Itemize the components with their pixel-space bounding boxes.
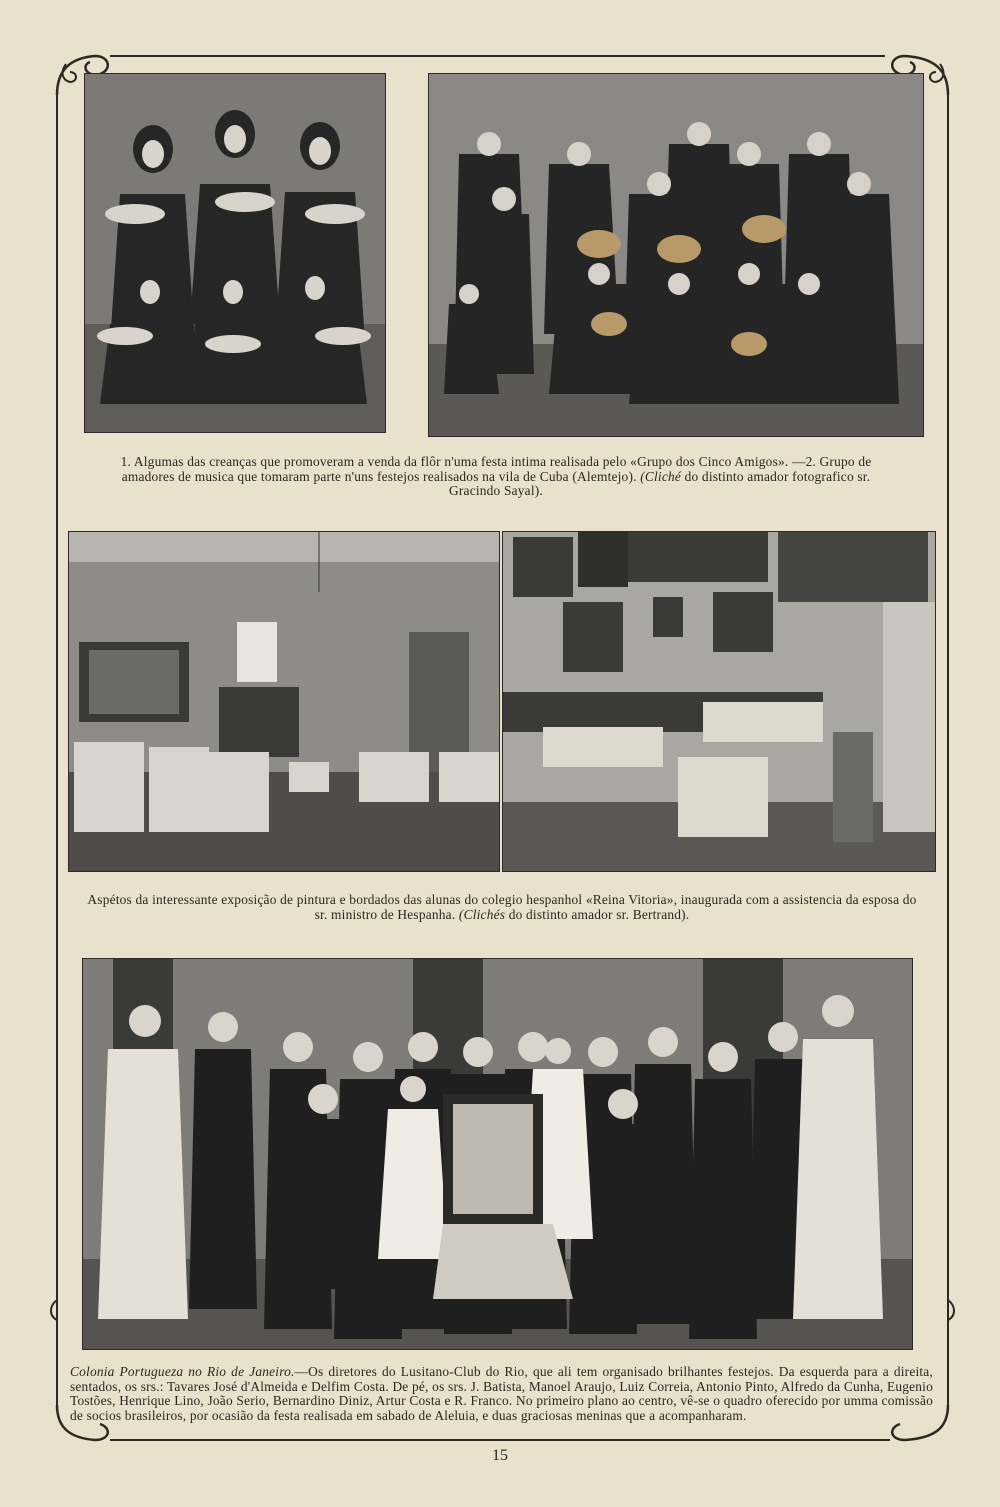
- caption-middle-credit: do distinto amador sr. Bertrand).: [505, 906, 690, 922]
- photo-club-directors-image: [83, 959, 912, 1349]
- caption-top-credit: do distinto amador fotografico sr. Gracindo Sayal).: [449, 468, 871, 499]
- photo-musicians-image: [429, 74, 923, 436]
- page-number: 15: [492, 1447, 508, 1464]
- photo-exhibition-right-image: [503, 532, 935, 871]
- photo-exhibition-left: [68, 531, 500, 872]
- photo-exhibition-right: [502, 531, 936, 872]
- photo-club-directors: [82, 958, 913, 1350]
- photo-children: [84, 73, 386, 433]
- photo-musicians: [428, 73, 924, 437]
- caption-bottom: [70, 1365, 933, 1423]
- caption-top: [96, 455, 896, 499]
- caption-middle: [82, 893, 922, 922]
- photo-exhibition-left-image: [69, 532, 499, 871]
- caption-top-italic: (Cliché: [640, 468, 682, 484]
- caption-top-text: 1. Algumas das creanças que promoveram a venda da flôr n'uma festa intima realisada pelo «Grupo dos Cinco Amigos». —2. Grupo de amadores de musica que tomaram parte n'uns festejos realisados na vila de Cuba (Alemtejo).: [120, 454, 872, 484]
- caption-bottom-text: —Os diretores do Lusitano-Club do Rio, que ali tem organisado brilhantes festejos. Da esquerda para a direita, sentados, os srs.: Tavares José d'Almeida e Delfim Costa. De pé, os srs. J. Batista, Manoel Araujo, Luiz Correia, Antonio Pinto, Alfredo da Cunha, Eugenio Tostões, Henrique Lino, João Serio, Bernardino Diniz, Artur Costa e R. Franco. No primeiro plano ao centro, vê-se o quadro oferecido por umma comissão de socios brasileiros, por ocasião da festa realisada em sabado de Aleluia, e duas graciosas meninas que a acompanharam.: [70, 1364, 933, 1423]
- caption-middle-text: Aspétos da interessante exposição de pintura e bordados das alunas do colegio hespanhol «Reina Vitoria», inaugurada com a assistencia da esposa do sr. ministro de Hespanha.: [87, 892, 917, 922]
- caption-bottom-italic: Colonia Portugueza no Rio de Janeiro.: [70, 1364, 295, 1379]
- caption-middle-italic: (Clichés: [458, 906, 506, 922]
- photo-children-image: [85, 74, 385, 432]
